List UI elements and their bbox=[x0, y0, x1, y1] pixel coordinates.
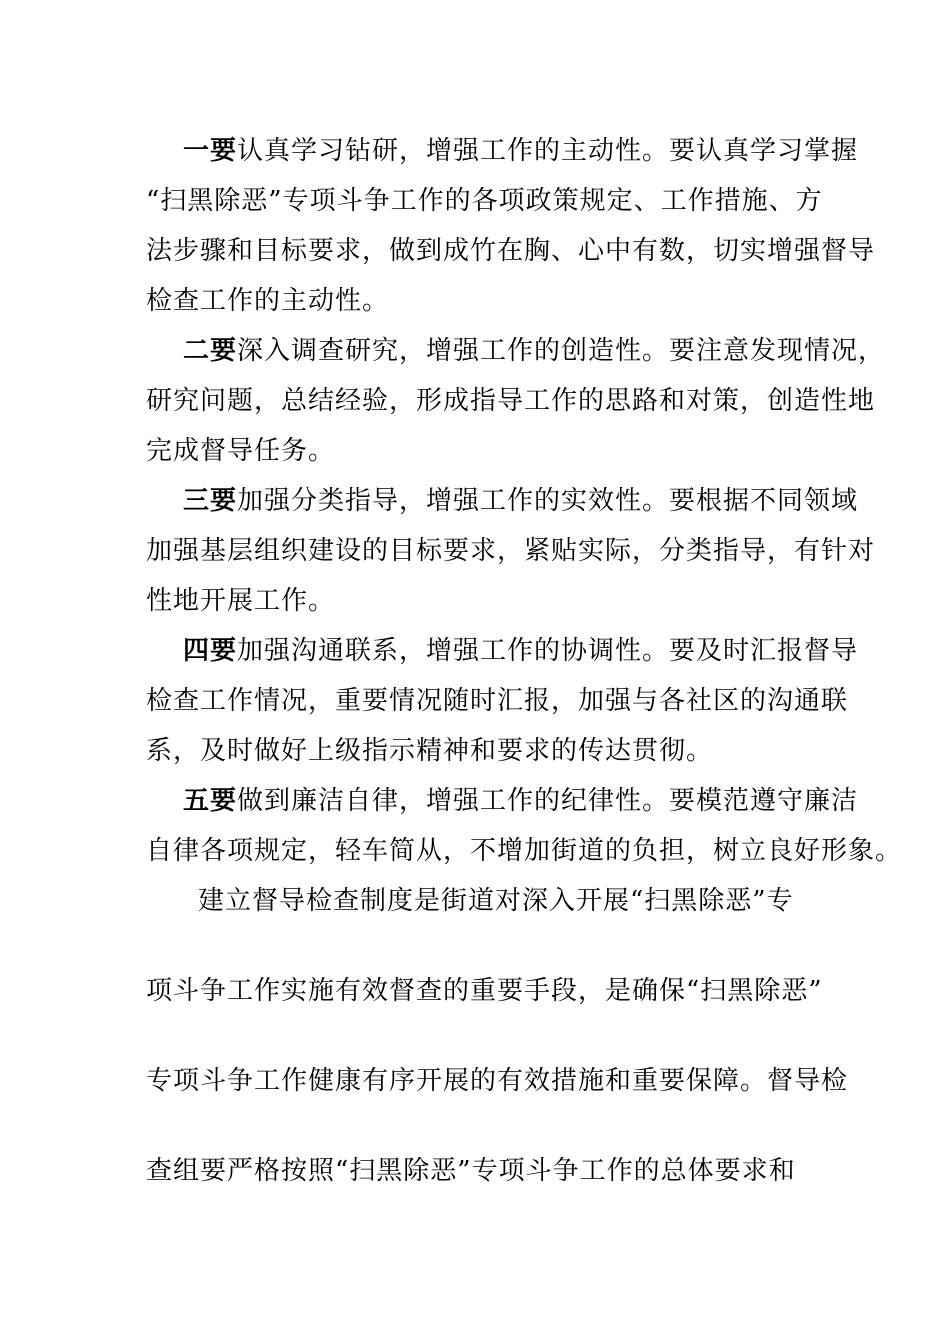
paragraph-4-lead: 四要 bbox=[183, 636, 238, 666]
paragraph-1-line-2: “扫黑除恶”专项斗争工作的各项政策规定、工作措施、方 bbox=[146, 186, 823, 216]
paragraph-3-line-3: 性地开展工作。 bbox=[146, 586, 336, 616]
paragraph-1-line-3: 法步骤和目标要求，做到成竹在胸、心中有数，切实增强督导 bbox=[146, 236, 876, 266]
paragraph-4-line-2: 检查工作情况，重要情况随时汇报，加强与各社区的沟通联 bbox=[146, 686, 849, 716]
paragraph-4-line-1 bbox=[183, 634, 863, 668]
paragraph-2-line-2: 研究问题，总结经验，形成指导工作的思路和对策，创造性地 bbox=[146, 386, 876, 416]
paragraph-3-text-1: 加强分类指导，增强工作的实效性。要根据不同领域 bbox=[237, 486, 859, 516]
closing-line-1: 建立督导检查制度是街道对深入开展“扫黑除恶”专 bbox=[198, 886, 794, 916]
paragraph-4-line-3: 系，及时做好上级指示精神和要求的传达贯彻。 bbox=[146, 736, 714, 766]
closing-line-3: 专项斗争工作健康有序开展的有效措施和重要保障。督导检 bbox=[146, 1066, 849, 1096]
paragraph-5-line-1 bbox=[183, 784, 863, 818]
paragraph-4-text-1: 加强沟通联系，增强工作的协调性。要及时汇报督导 bbox=[237, 636, 859, 666]
paragraph-2-lead: 二要 bbox=[183, 336, 238, 366]
paragraph-2-line-1 bbox=[183, 334, 886, 368]
paragraph-5-line-2: 自律各项规定，轻车简从，不增加街道的负担，树立良好形象。 bbox=[146, 836, 903, 866]
paragraph-3-line-1 bbox=[183, 484, 863, 518]
paragraph-1-lead: 一要 bbox=[183, 136, 238, 166]
paragraph-1-text-1: 认真学习钻研，增强工作的主动性。要认真学习掌握 bbox=[237, 136, 859, 166]
paragraph-2-text-1: 深入调查研究，增强工作的创造性。要注意发现情况， bbox=[237, 336, 886, 366]
closing-line-4: 查组要严格按照“扫黑除恶”专项斗争工作的总体要求和 bbox=[146, 1156, 796, 1186]
paragraph-2-line-3: 完成督导任务。 bbox=[146, 436, 336, 466]
paragraph-3-line-2: 加强基层组织建设的目标要求，紧贴实际，分类指导，有针对 bbox=[146, 536, 876, 566]
paragraph-5-text-1: 做到廉洁自律，增强工作的纪律性。要模范遵守廉洁 bbox=[237, 786, 859, 816]
paragraph-1-line-1 bbox=[183, 134, 863, 168]
paragraph-3-lead: 三要 bbox=[183, 486, 238, 516]
closing-line-2: 项斗争工作实施有效督查的重要手段，是确保“扫黑除恶” bbox=[146, 976, 823, 1006]
paragraph-1-line-4: 检查工作的主动性。 bbox=[146, 286, 390, 316]
paragraph-5-lead: 五要 bbox=[183, 786, 238, 816]
